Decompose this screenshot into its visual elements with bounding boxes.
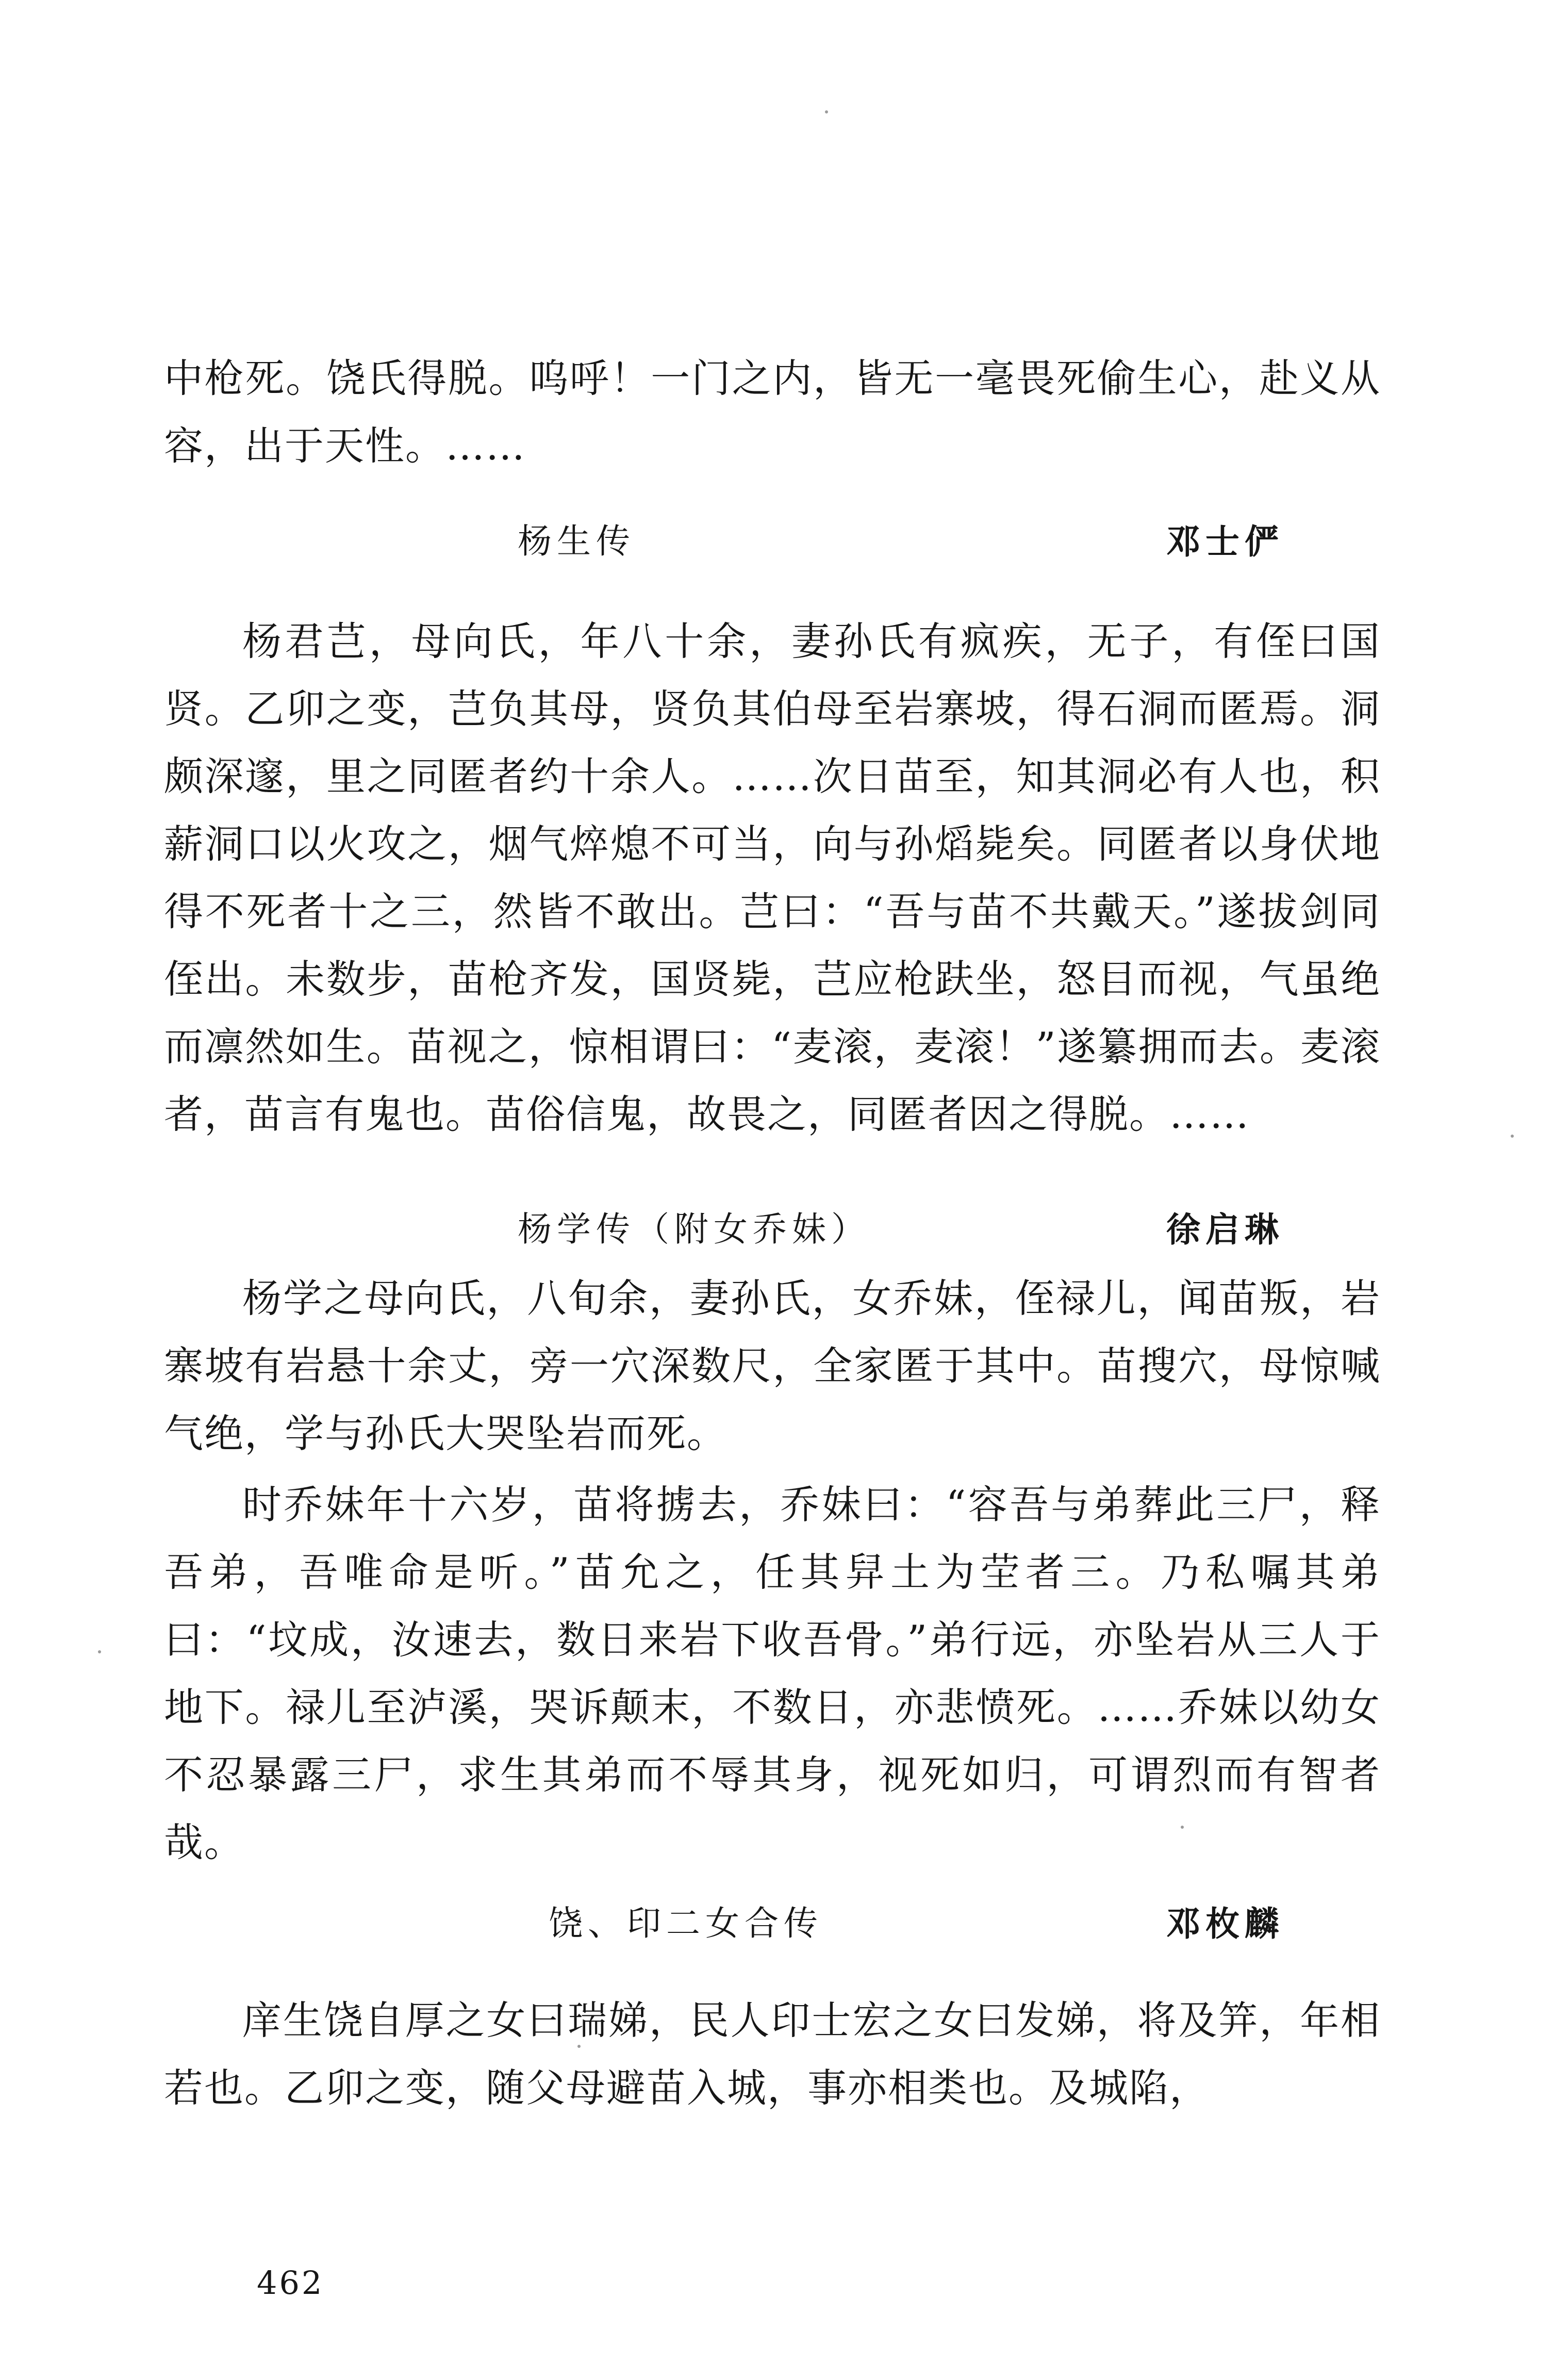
scan-speck <box>577 2045 581 2048</box>
section-heading-yang-sheng <box>164 516 1381 567</box>
intro-paragraph: 中枪死。饶氏得脱。呜呼！一门之内，皆无一毫畏死偷生心，赴义从容，出于天性。…… <box>164 355 1381 469</box>
rao-yin-paragraph: 庠生饶自厚之女曰瑞娣，民人印士宏之女曰发娣，将及笄，年相若也。乙卯之变，随父母避苗入城，事亦相类也。及城陷， <box>164 1997 1381 2111</box>
section-heading-rao-yin <box>164 1898 1381 1949</box>
section-heading-yang-xue <box>164 1204 1381 1255</box>
section-title: 饶、印二女合传 <box>549 1903 823 1943</box>
yang-xue-paragraph-1: 杨学之母向氏，八旬余，妻孙氏，女乔妹，侄禄儿，闻苗叛，岩寨坡有岩悬十余丈，旁一穴深数尺，全家匿于其中。苗搜穴，母惊喊气绝，学与孙氏大哭坠岩而死。 <box>164 1275 1381 1456</box>
scan-speck <box>1181 1826 1184 1829</box>
scan-speck <box>825 110 828 113</box>
section-author: 邓枚麟 <box>1166 1903 1284 1944</box>
yang-sheng-paragraph: 杨君芑，母向氏，年八十余，妻孙氏有疯疾，无子，有侄曰国贤。乙卯之变，芑负其母，贤负其伯母至岩寨坡，得石洞而匿焉。洞颇深邃，里之同匿者约十余人。……次日苗至，知其洞必有人也，积薪洞口以火攻之，烟气焠熄不可当，向与孙熖毙矣。同匿者以身伏地得不死者十之三，然皆不敢出。芑曰：“吾与苗不共戴天。”遂拔剑同侄出。未数步，苗枪齐发，国贤毙，芑应枪趺坐，怒目而视，气虽绝而凛然如生。苗视之，惊相谓曰：“麦滚，麦滚！”遂纂拥而去。麦滚者，苗言有鬼也。苗俗信鬼，故畏之，同匿者因之得脱。…… <box>164 618 1381 1137</box>
yang-xue-paragraph-2: 时乔妹年十六岁，苗将掳去，乔妹曰：“容吾与弟葬此三尸，释吾弟，吾唯命是听。”苗允之，任其舁土为茔者三。乃私嘱其弟曰：“坟成，汝速去，数日来岩下收吾骨。”弟行远，亦坠岩从三人于地下。禄儿至泸溪，哭诉颠末，不数日，亦悲愤死。……乔妹以幼女不忍暴露三尸，求生其弟而不辱其身，视死如归，可谓烈而有智者哉。 <box>164 1482 1381 1865</box>
section-title: 杨学传（附女乔妹） <box>518 1209 870 1249</box>
scan-speck <box>1511 1135 1514 1138</box>
scan-speck <box>98 1650 101 1653</box>
section-title: 杨生传 <box>518 521 635 561</box>
section-author: 徐启琳 <box>1166 1209 1284 1250</box>
section-author: 邓士俨 <box>1166 521 1284 562</box>
page-number: 462 <box>257 2264 324 2302</box>
